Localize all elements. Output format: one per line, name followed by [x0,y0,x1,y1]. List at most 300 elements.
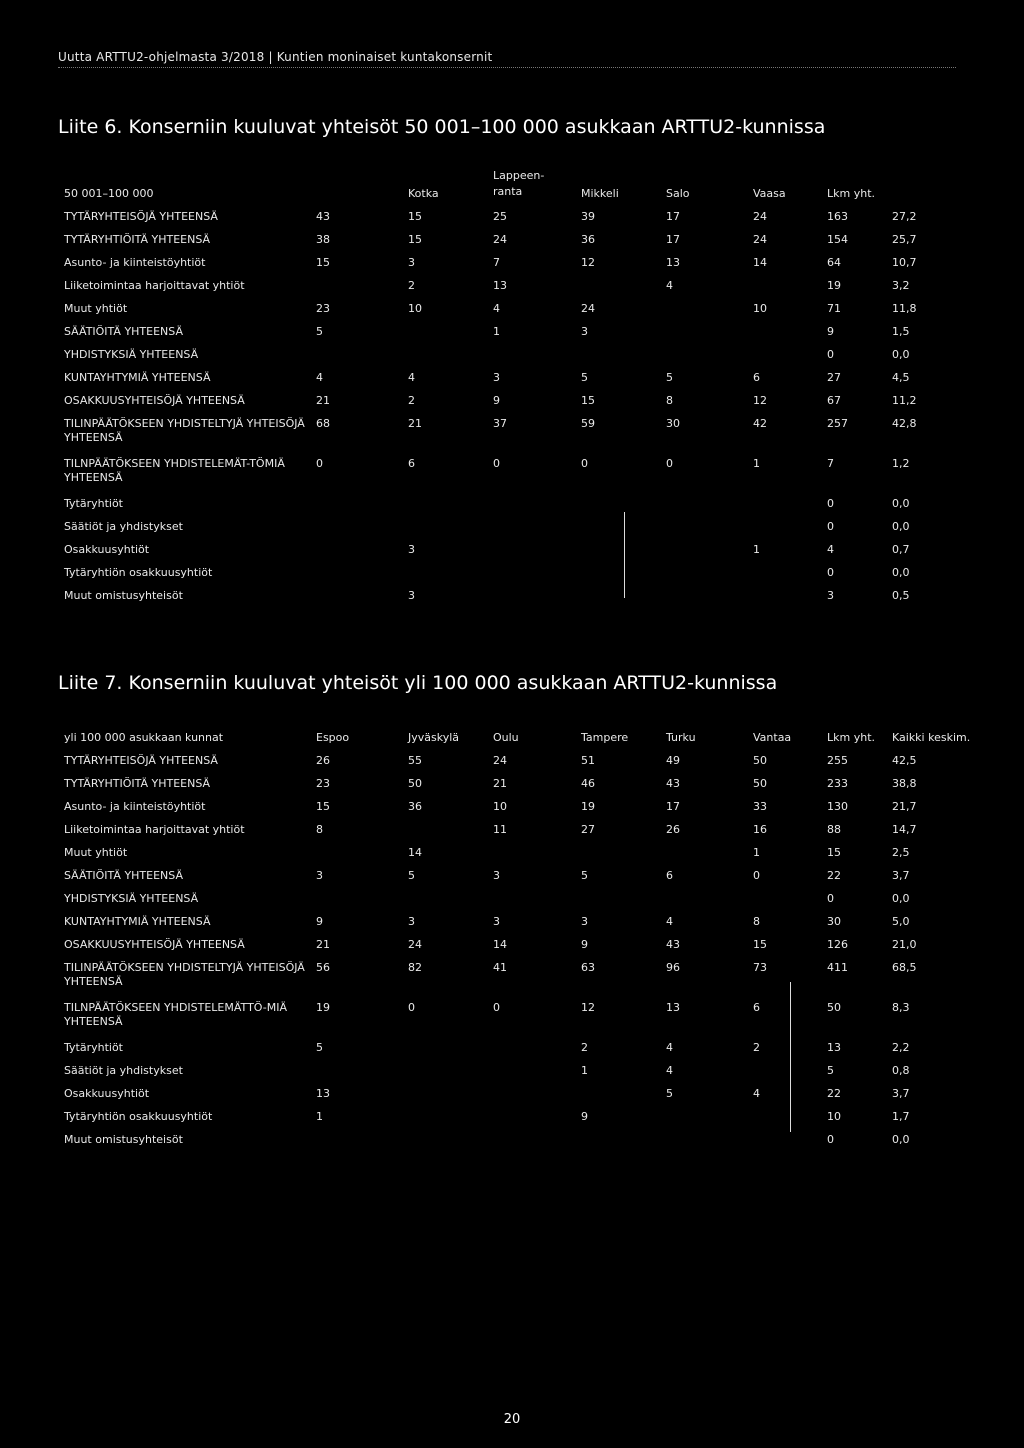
table-row [64,1087,972,1110]
table-cell: 15 [827,846,841,859]
table-cell [316,892,408,915]
row-label: TILNPÄÄTÖKSEEN YHDISTELEMÄT-TÖMIÄ YHTEENSÄ [64,457,285,484]
table-cell [408,1133,493,1156]
row-label: Asunto- ja kiinteistöyhtiöt [64,256,206,269]
table-cell: 10 [493,800,507,813]
table-cell: 17 [666,210,680,223]
table-cell: 257 [827,417,848,430]
table-cell [493,846,581,869]
table-cell [408,520,493,543]
table-cell: 130 [827,800,848,813]
table-row [64,1133,972,1156]
table-cell: 0,0 [892,497,910,510]
table-cell: 67 [827,394,841,407]
table-cell: 3 [408,589,415,602]
row-label: OSAKKUUSYHTEISÖJÄ YHTEENSÄ [64,938,245,951]
table-row [64,961,972,1001]
table-cell: 5 [581,869,588,882]
table-row [64,1001,972,1041]
table-cell: 23 [316,302,330,315]
table-cell: 15 [408,233,422,246]
table-cell: 12 [753,394,767,407]
table-cell [666,1110,753,1133]
table-row [64,279,932,302]
row-label: TILNPÄÄTÖKSEEN YHDISTELEMÄTTÖ-MIÄ YHTEENSÄ [64,1001,287,1028]
table-cell: 9 [581,1110,588,1123]
table-cell [666,348,753,371]
table-cell: 41 [493,961,507,974]
row-label: Osakkuusyhtiöt [64,543,150,556]
table-cell [408,1064,493,1087]
divider-line [624,512,625,598]
table-cell: 21,0 [892,938,917,951]
table-cell: 2,2 [892,1041,910,1054]
table-row [64,566,932,589]
table-cell: 56 [316,961,330,974]
table-cell: 3 [493,869,500,882]
table-cell: 9 [316,915,323,928]
table-cell [316,348,408,371]
table-cell: 15 [753,938,767,951]
table-cell: 4 [493,302,500,315]
table-cell: 15 [316,256,330,269]
table-cell: 0,0 [892,520,910,533]
row-label: Tytäryhtiön osakkuusyhtiöt [64,1110,213,1123]
table-cell [493,348,581,371]
column-header: Vaasa [753,187,786,200]
table-cell: 46 [581,777,595,790]
table-cell: 3 [493,915,500,928]
table-row [64,520,932,543]
table-cell: 22 [827,869,841,882]
table-cell [493,1133,581,1156]
table-cell [316,566,408,589]
table-cell: 13 [827,1041,841,1054]
row-label: Asunto- ja kiinteistöyhtiöt [64,800,206,813]
table-cell: 3 [408,256,415,269]
table-cell: 0 [581,457,588,470]
table-cell: 50 [753,754,767,767]
table-cell: 12 [581,1001,595,1014]
table-cell: 10 [753,302,767,315]
table-cell: 11,8 [892,302,917,315]
table-cell: 1 [753,543,760,556]
table-cell: 2 [408,394,415,407]
table-cell [581,1133,666,1156]
table-cell: 82 [408,961,422,974]
table-cell: 4 [666,1041,673,1054]
table-cell: 2 [753,1041,760,1054]
table-cell: 1,5 [892,325,910,338]
table-cell [493,566,581,589]
table-cell [666,892,753,915]
table-row [64,754,972,777]
table-cell: 16 [753,823,767,836]
table-cell [316,279,408,302]
table-cell: 37 [493,417,507,430]
row-label: Muut omistusyhteisöt [64,589,183,602]
column-header: Vantaa [753,731,792,744]
table-cell: 0 [827,497,834,510]
table-cell: 36 [581,233,595,246]
table-cell: 0 [827,566,834,579]
table-cell: 26 [666,823,680,836]
table-cell: 1,7 [892,1110,910,1123]
table-cell: 5 [827,1064,834,1077]
table-row [64,233,932,256]
table-cell: 0 [753,869,760,882]
table-row [64,543,932,566]
table-cell [408,1110,493,1133]
table-cell [753,892,827,915]
table-cell: 0 [408,1001,415,1014]
table-cell [316,497,408,520]
liite6-table [64,168,932,612]
table-cell: 21,7 [892,800,917,813]
column-header: Lappeen- ranta [493,169,545,198]
table-cell: 96 [666,961,680,974]
table-cell: 24 [408,938,422,951]
row-label: KUNTAYHTYMIÄ YHTEENSÄ [64,915,211,928]
table-cell: 5 [581,371,588,384]
table-cell: 1 [581,1064,588,1077]
table-cell: 15 [408,210,422,223]
table-cell: 55 [408,754,422,767]
table-row [64,800,972,823]
table-cell: 8 [316,823,323,836]
table-cell [316,1133,408,1156]
table-cell: 39 [581,210,595,223]
table-cell: 5 [408,869,415,882]
table-cell [581,279,666,302]
table-cell [493,589,581,612]
table-cell: 25,7 [892,233,917,246]
table-cell: 3 [316,869,323,882]
table-cell: 0 [493,457,500,470]
column-header: Jyväskylä [408,731,460,744]
table-row [64,823,972,846]
table-row [64,777,972,800]
table-cell: 13 [493,279,507,292]
table-cell: 6 [753,1001,760,1014]
row-label: Osakkuusyhtiöt [64,1087,150,1100]
table-cell: 11 [493,823,507,836]
table-row [64,210,932,233]
liite7-table [64,716,972,1156]
table-cell: 9 [493,394,500,407]
table-cell: 42 [753,417,767,430]
table-cell: 7 [827,457,834,470]
table-cell: 49 [666,754,680,767]
table-cell: 5 [666,371,673,384]
table-cell: 4 [827,543,834,556]
table-cell [666,520,753,543]
table-cell: 14 [408,846,422,859]
table-cell: 0 [493,1001,500,1014]
row-label: Muut omistusyhteisöt [64,1133,183,1146]
table-cell: 38 [316,233,330,246]
table-cell: 4,5 [892,371,910,384]
table-cell [493,520,581,543]
table-cell: 17 [666,800,680,813]
row-label: SÄÄTIÖITÄ YHTEENSÄ [64,869,183,882]
column-header: Kaikki keskim. [892,731,971,744]
row-label: SÄÄTIÖITÄ YHTEENSÄ [64,325,183,338]
table-cell [493,1041,581,1064]
table-cell: 2 [408,279,415,292]
table-cell [753,1133,827,1156]
table-cell: 15 [316,800,330,813]
column-header: Mikkeli [581,187,619,200]
table-row [64,892,972,915]
table-cell [408,1041,493,1064]
table-row [64,371,932,394]
table-cell: 163 [827,210,848,223]
column-header: Lkm yht. [827,187,876,200]
row-label: TYTÄRYHTIÖITÄ YHTEENSÄ [64,233,211,246]
table-cell [408,823,493,846]
table-cell [581,846,666,869]
table-cell [581,892,666,915]
table-cell: 0 [666,457,673,470]
table-cell [753,589,827,612]
table-cell: 10 [408,302,422,315]
table-cell [666,543,753,566]
table-cell: 3 [408,543,415,556]
table-cell: 1,2 [892,457,910,470]
table-row [64,325,932,348]
table-cell: 24 [581,302,595,315]
table-cell: 50 [827,1001,841,1014]
table-cell [493,497,581,520]
table-cell: 21 [493,777,507,790]
table-cell [666,325,753,348]
table-row [64,915,972,938]
table-cell: 88 [827,823,841,836]
column-header-label: yli 100 000 asukkaan kunnat [64,731,224,744]
table-cell [493,1064,581,1087]
table-cell: 255 [827,754,848,767]
table-cell [666,497,753,520]
table-cell: 43 [666,777,680,790]
table-cell: 42,5 [892,754,917,767]
table-cell [408,1087,493,1110]
table-cell: 19 [316,1001,330,1014]
row-label: OSAKKUUSYHTEISÖJÄ YHTEENSÄ [64,394,245,407]
table-cell: 4 [753,1087,760,1100]
header-row [64,168,932,210]
row-label: KUNTAYHTYMIÄ YHTEENSÄ [64,371,211,384]
table-cell: 17 [666,233,680,246]
table-cell [493,543,581,566]
table-cell [316,520,408,543]
table-cell: 68,5 [892,961,917,974]
table-cell: 11,2 [892,394,917,407]
table-row [64,869,972,892]
table-cell: 3,7 [892,869,910,882]
row-label: Muut yhtiöt [64,302,128,315]
table-cell: 27,2 [892,210,917,223]
table-cell: 1 [753,846,760,859]
table-row [64,457,932,497]
table-cell: 4 [316,371,323,384]
table-cell: 9 [827,325,834,338]
table-cell: 3,7 [892,1087,910,1100]
table-cell: 0,5 [892,589,910,602]
column-header: Salo [666,187,690,200]
table-cell: 14,7 [892,823,917,836]
table-cell: 0,0 [892,892,910,905]
table-cell: 15 [581,394,595,407]
table-cell [666,1133,753,1156]
table-row [64,256,932,279]
row-label: TILINPÄÄTÖKSEEN YHDISTELTYJÄ YHTEISÖJÄ YHTEENSÄ [64,961,305,988]
table-cell: 233 [827,777,848,790]
table-cell: 7 [493,256,500,269]
table-cell: 24 [493,754,507,767]
row-label: Säätiöt ja yhdistykset [64,1064,183,1077]
page-number: 20 [503,1412,521,1427]
row-label: TILINPÄÄTÖKSEEN YHDISTELTYJÄ YHTEISÖJÄ YHTEENSÄ [64,417,305,444]
table-cell: 5 [316,1041,323,1054]
table-row [64,394,932,417]
row-label: YHDISTYKSIÄ YHTEENSÄ [64,348,199,361]
table-cell: 22 [827,1087,841,1100]
table-cell: 3 [581,325,588,338]
table-cell [316,543,408,566]
table-row [64,497,932,520]
table-cell: 154 [827,233,848,246]
table-row [64,938,972,961]
table-cell: 3 [493,371,500,384]
row-label: Tytäryhtiöt [64,497,123,510]
table-cell: 8,3 [892,1001,910,1014]
table-row [64,589,932,612]
table-cell: 1 [493,325,500,338]
column-header: Tampere [581,731,629,744]
table-cell: 14 [753,256,767,269]
table-cell: 5 [666,1087,673,1100]
table-cell: 2,5 [892,846,910,859]
table-cell: 411 [827,961,848,974]
column-header [316,168,408,210]
table-cell: 0 [827,520,834,533]
table-cell: 126 [827,938,848,951]
column-header: Espoo [316,731,350,744]
table-cell [753,325,827,348]
table-cell [316,1064,408,1087]
table-cell [753,520,827,543]
column-header: Kotka [408,187,439,200]
table-cell: 0 [827,348,834,361]
table-cell [493,1110,581,1133]
table-cell [753,348,827,371]
column-header: Oulu [493,731,519,744]
table-cell: 3 [827,589,834,602]
table-cell: 50 [408,777,422,790]
table-cell: 6 [408,457,415,470]
table-cell: 24 [753,210,767,223]
row-label: Tytäryhtiöt [64,1041,123,1054]
row-label: TYTÄRYHTEISÖJÄ YHTEENSÄ [64,210,218,223]
table-cell: 13 [316,1087,330,1100]
table-cell: 63 [581,961,595,974]
liite7-title: Liite 7. Konserniin kuuluvat yhteisöt yli 100 000 asukkaan ARTTU2-kunnissa [58,672,778,694]
table-row [64,1041,972,1064]
table-cell: 0,0 [892,348,910,361]
table-row [64,348,932,371]
table-cell: 71 [827,302,841,315]
table-row [64,1110,972,1133]
table-cell [408,892,493,915]
table-cell: 23 [316,777,330,790]
table-cell [408,348,493,371]
table-cell: 0 [827,1133,834,1146]
table-cell: 19 [581,800,595,813]
table-cell: 43 [316,210,330,223]
table-cell [666,302,753,325]
table-cell: 0,0 [892,566,910,579]
table-cell: 14 [493,938,507,951]
table-cell: 4 [408,371,415,384]
table-cell: 19 [827,279,841,292]
table-cell: 21 [408,417,422,430]
table-cell [581,348,666,371]
table-cell: 4 [666,1064,673,1077]
row-label: TYTÄRYHTEISÖJÄ YHTEENSÄ [64,754,218,767]
table-cell [493,892,581,915]
column-header [892,168,932,210]
table-cell: 21 [316,394,330,407]
table-cell [316,846,408,869]
table-cell: 5 [316,325,323,338]
row-label: YHDISTYKSIÄ YHTEENSÄ [64,892,199,905]
table-cell [408,497,493,520]
table-cell: 51 [581,754,595,767]
table-cell [493,1087,581,1110]
table-cell [581,1087,666,1110]
table-cell: 10,7 [892,256,917,269]
column-header-label: 50 001–100 000 [64,187,154,200]
header-row [64,716,972,754]
row-label: Liiketoimintaa harjoittavat yhtiöt [64,823,245,836]
table-cell: 8 [666,394,673,407]
table-cell [666,589,753,612]
table-row [64,417,932,457]
table-cell [316,589,408,612]
table-cell: 5,0 [892,915,910,928]
table-cell: 64 [827,256,841,269]
table-cell: 27 [581,823,595,836]
table-cell: 25 [493,210,507,223]
row-label: Muut yhtiöt [64,846,128,859]
row-label: Säätiöt ja yhdistykset [64,520,183,533]
table-cell: 73 [753,961,767,974]
table-cell: 36 [408,800,422,813]
running-header: Uutta ARTTU2-ohjelmasta 3/2018 | Kuntien moninaiset kuntakonsernit [58,50,493,64]
table-cell: 0,8 [892,1064,910,1077]
table-cell: 59 [581,417,595,430]
table-cell: 3 [408,915,415,928]
table-cell: 3,2 [892,279,910,292]
column-header: Turku [666,731,696,744]
table-cell: 30 [666,417,680,430]
table-cell: 26 [316,754,330,767]
header-rule [58,67,956,68]
table-cell [408,325,493,348]
table-cell: 68 [316,417,330,430]
table-cell: 27 [827,371,841,384]
